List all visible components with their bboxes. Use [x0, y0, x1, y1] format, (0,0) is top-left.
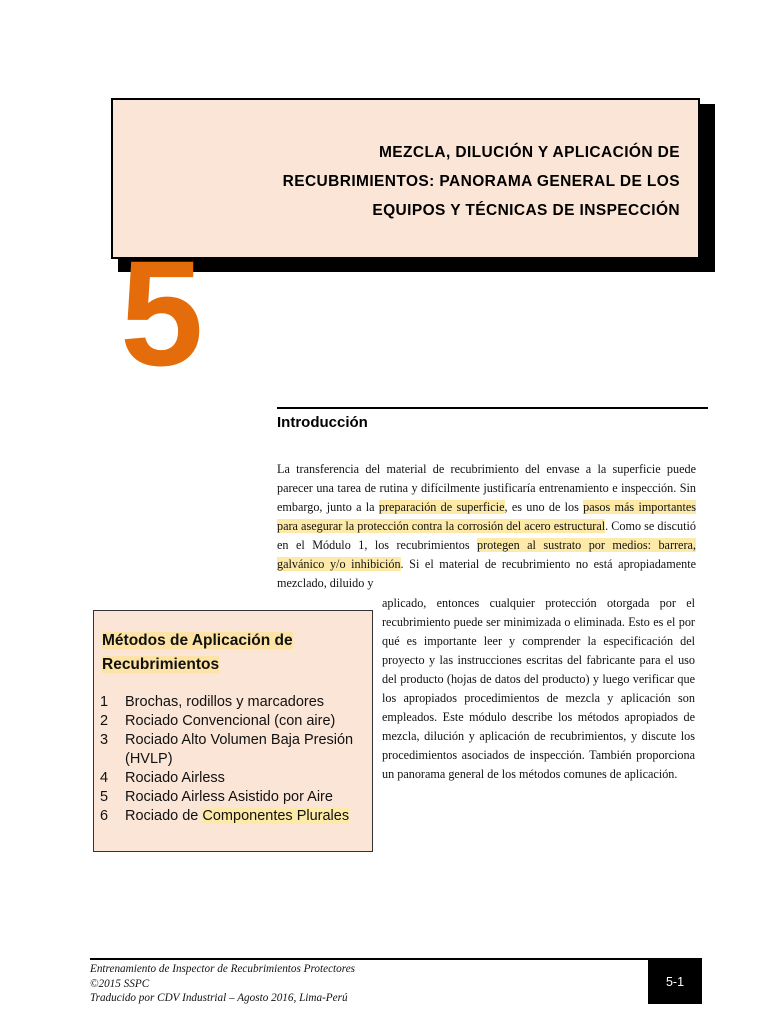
list-item: [100, 788, 370, 807]
intro-paragraph-2: aplicado, entonces cualquier protección otorgada por el recubrimiento puede ser minimizada o eliminada. Esto es el por qué es importante leer y comprender la especificación del proyecto y las instrucciones escritas del fabricante para el uso del producto (hojas de datos del producto) y luego verificar que los apropiados procedimientos de mezcla y aplicación son empleados. Este módulo describe los métodos apropiados de mezcla, dilución y aplicación de recubrimientos, y discute los procedimientos asociados de inspección. También proporciona un panorama general de los métodos comunes de aplicación.: [382, 596, 695, 781]
list-item-number: 2: [100, 713, 109, 729]
list-item: [100, 731, 370, 769]
footer-translation-credit: Traducido por CDV Industrial – Agosto 2016, Lima-Perú: [90, 992, 348, 1004]
intro-divider: [277, 407, 708, 409]
list-item-number: 3: [100, 732, 109, 748]
footer-divider: [90, 958, 702, 960]
methods-list: [100, 693, 370, 826]
chapter-title-line-2: RECUBRIMIENTOS: PANORAMA GENERAL DE LOS: [282, 173, 680, 190]
list-item-text-plain: Rociado de: [125, 808, 203, 824]
sidebar-title-line-2: Recubrimientos: [102, 656, 220, 673]
list-item: [100, 712, 370, 731]
footer-course-title: Entrenamiento de Inspector de Recubrimientos Protectores: [90, 963, 356, 975]
intro-heading: Introducción: [277, 414, 368, 431]
sidebar-title-line-1: Métodos de Aplicación de: [102, 632, 293, 649]
chapter-title-line-1: MEZCLA, DILUCIÓN Y APLICACIÓN DE: [379, 144, 680, 161]
highlight-important-steps: pasos más importantes para asegurar la protección contra la corrosión del acero estructural: [277, 500, 696, 533]
list-item-number: 4: [100, 770, 109, 786]
list-item-number: 1: [100, 694, 109, 710]
list-item: [100, 769, 370, 788]
highlight-surface-prep: preparación de superficie: [378, 500, 505, 514]
list-item-text: Rociado Airless: [125, 770, 225, 786]
page-number-badge: 5-1: [648, 960, 702, 1004]
intro-text-c: . Como se discutió en el Módulo 1, los recubrimientos: [277, 519, 696, 552]
chapter-title: [110, 138, 680, 225]
highlight-plural-components: Componentes Plurales: [202, 808, 350, 824]
list-item-text: Rociado Airless Asistido por Aire: [125, 789, 333, 805]
list-item-number: 5: [100, 789, 109, 805]
footer: [90, 962, 355, 1006]
footer-copyright: ©2015 SSPC: [90, 977, 150, 990]
sidebar-title: [102, 629, 364, 677]
intro-text-b: , es uno de los: [504, 500, 584, 514]
list-item-text: Rociado Alto Volumen Baja Presión (HVLP): [125, 732, 354, 767]
list-item-number: 6: [100, 808, 109, 824]
list-item-text: [125, 807, 370, 826]
list-item: [100, 693, 370, 712]
intro-text-d: . Si el material de recubrimiento no está apropiadamente mezclado, diluido y: [277, 557, 696, 590]
list-item-text: Rociado Convencional (con aire): [125, 713, 336, 729]
intro-paragraph-1: [277, 460, 696, 593]
chapter-title-line-3: EQUIPOS Y TÉCNICAS DE INSPECCIÓN: [372, 202, 680, 219]
intro-text-a: La transferencia del material de recubrimiento del envase a la superficie puede parecer una tarea de rutina y difícilmente justificaría entrenamiento e inspección. Sin embargo, junto a la: [277, 462, 696, 514]
highlight-protection-means: protegen al sustrato por medios: barrera, galvánico y/o inhibición: [277, 538, 696, 571]
application-methods-sidebar: [93, 610, 373, 852]
list-item-text: Brochas, rodillos y marcadores: [125, 694, 325, 710]
list-item: [100, 807, 370, 826]
chapter-number: 5: [120, 229, 204, 397]
